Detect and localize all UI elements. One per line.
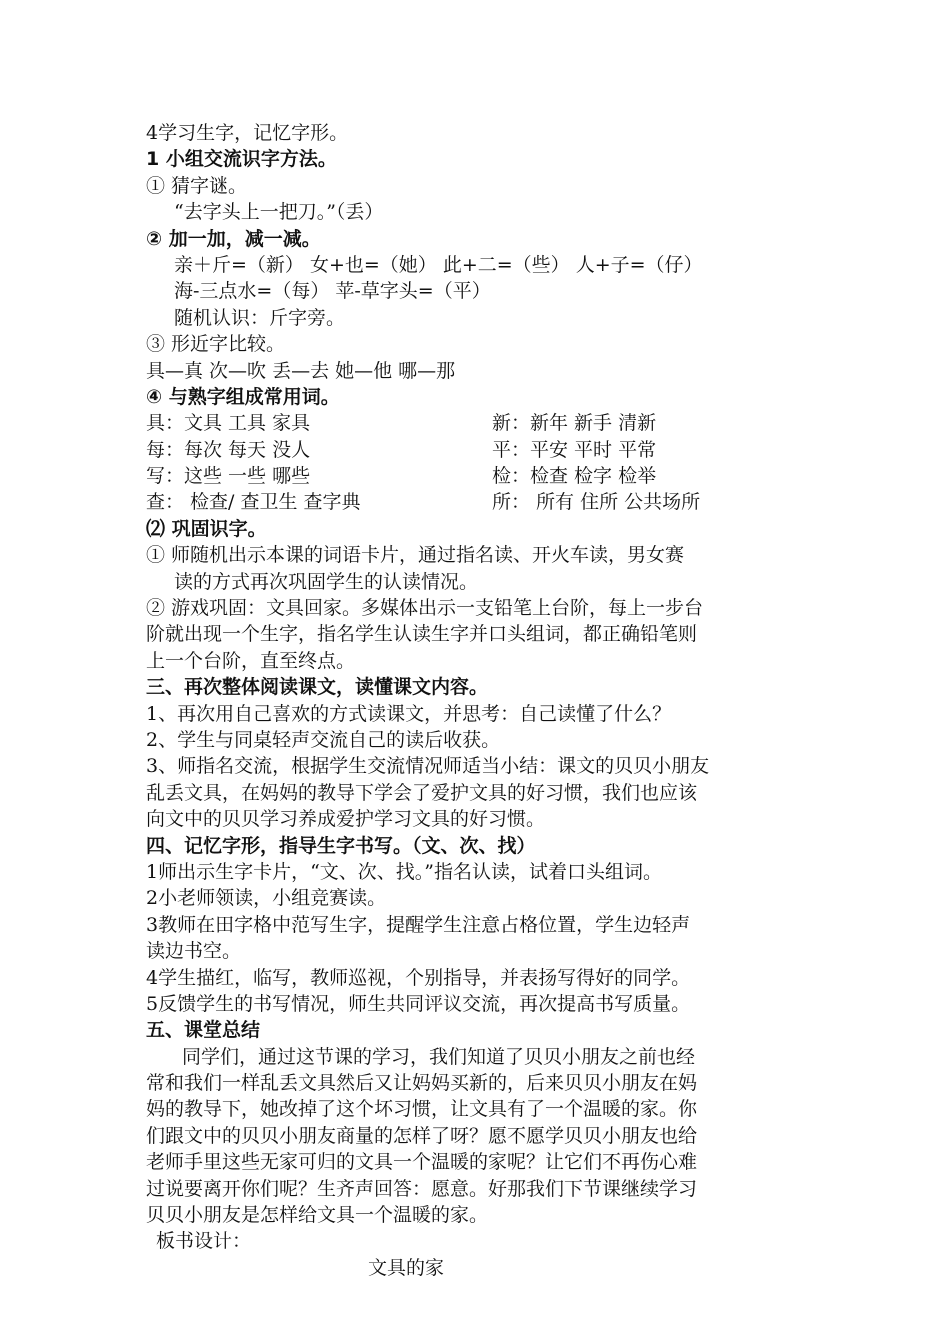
text-line: 老师手里这些无家可归的文具一个温暖的家呢？让它们不再伤心难 (146, 1151, 698, 1174)
text-line: 读边书空。 (146, 940, 242, 963)
text-line: 3、师指名交流，根据学生交流情况师适当小结：课文的贝贝小朋友 (146, 755, 710, 778)
text-line: 具—真 次—吹 丢—去 她—他 哪—那 (146, 359, 456, 382)
section-heading: 四、记忆字形，指导生字书写。（文、次、找） (146, 834, 536, 857)
section-heading: ④ 与熟字组成常用词。 (146, 385, 340, 408)
text-line: 4学生描红，临写，教师巡视，个别指导，并表扬写得好的同学。 (146, 966, 691, 989)
section-heading: ② 加一加，减一减。 (146, 227, 321, 250)
text-line: 1、再次用自己喜欢的方式读课文，并思考：自己读懂了什么？ (146, 702, 672, 725)
text-line: ② 游戏巩固：文具回家。多媒体出示一支铅笔上台阶，每上一步台 (146, 597, 704, 620)
lesson-content (146, 120, 816, 1281)
text-line: ③ 形近字比较。 (146, 333, 286, 356)
word-row (146, 437, 816, 463)
text-line: 常和我们一样乱丢文具然后又让妈妈买新的，后来贝贝小朋友在妈 (146, 1072, 698, 1095)
word-group-left: 具：文具 工具 家具 (146, 412, 311, 435)
word-row (146, 463, 816, 489)
word-group-right: 检：检查 检字 检举 (492, 465, 657, 488)
text-line: 读的方式再次巩固学生的认读情况。 (174, 570, 479, 593)
word-group-right: 新：新年 新手 清新 (492, 412, 657, 435)
text-line: 同学们，通过这节课的学习，我们知道了贝贝小朋友之前也经 (182, 1045, 696, 1068)
text-line: 们跟文中的贝贝小朋友商量的怎样了呀？愿不愿学贝贝小朋友也给 (146, 1124, 698, 1147)
text-line: ① 师随机出示本课的词语卡片，通过指名读、开火车读，男女赛 (146, 544, 685, 567)
word-group-left: 查： 检查/ 查卫生 查字典 (146, 491, 361, 514)
word-row (146, 489, 816, 515)
text-line: 亲＋斤=（新） 女+也=（她） 此+二=（些） 人+子=（仔） (174, 253, 703, 276)
text-line: 4学习生字，记忆字形。 (146, 122, 349, 144)
text-line: 3教师在田字格中范写生字，提醒学生注意占格位置，学生边轻声 (146, 913, 691, 936)
text-line: “去字头上一把刀。”（丢） (174, 201, 384, 224)
text-line: 2、学生与同桌轻声交流自己的读后收获。 (146, 728, 501, 751)
text-line: 贝贝小朋友是怎样给文具一个温暖的家。 (146, 1204, 489, 1227)
text-line: 随机认识：斤字旁。 (174, 306, 346, 329)
text-line: 5反馈学生的书写情况，师生共同评议交流，再次提高书写质量。 (146, 992, 691, 1015)
text-line: 乱丢文具，在妈妈的教导下学会了爱护文具的好习惯，我们也应该 (146, 781, 698, 804)
text-line: 海-三点水=（每） 苹-草字头=（平） (174, 280, 491, 303)
text-line: 过说要离开你们呢？生齐声回答：愿意。好那我们下节课继续学习 (146, 1177, 698, 1200)
board-design-title: 文具的家 (368, 1256, 445, 1279)
word-group-left: 每：每次 每天 没人 (146, 438, 311, 461)
word-group-right: 平：平安 平时 平常 (492, 438, 657, 461)
word-group-left: 写：这些 一些 哪些 (146, 465, 311, 488)
section-heading: 三、再次整体阅读课文，读懂课文内容。 (146, 676, 489, 699)
word-group-right: 所： 所有 住所 公共场所 (492, 491, 701, 514)
word-row (146, 410, 816, 436)
board-design-label: 板书设计： (156, 1230, 252, 1253)
text-line: 向文中的贝贝学习养成爱护学习文具的好习惯。 (146, 808, 546, 831)
text-line: 1师出示生字卡片，“文、次、找。”指名认读，试着口头组词。 (146, 860, 663, 883)
text-line: ① 猜字谜。 (146, 174, 248, 197)
section-heading: 五、课堂总结 (146, 1019, 261, 1042)
text-line: 阶就出现一个生字，指名学生认读生字并口头组词，都正确铅笔则 (146, 623, 698, 646)
text-line: 上一个台阶，直至终点。 (146, 649, 356, 672)
text-line: 妈的教导下，她改掉了这个坏习惯，让文具有了一个温暖的家。你 (146, 1098, 698, 1121)
text-line: 2小老师领读，小组竞赛读。 (146, 887, 387, 910)
section-heading: ⑵ 巩固识字。 (146, 517, 267, 540)
section-heading: 1 小组交流识字方法。 (146, 148, 337, 171)
